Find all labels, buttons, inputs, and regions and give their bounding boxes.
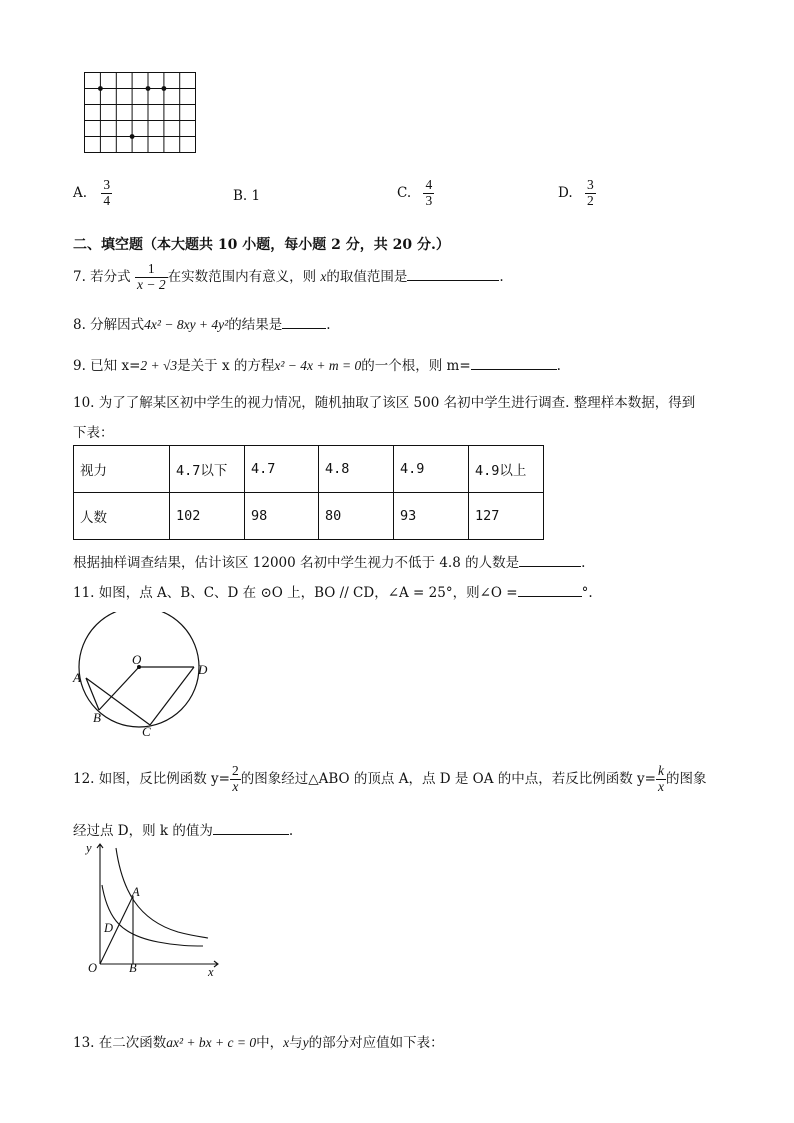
grid-point-3: [162, 86, 167, 91]
vision-table: [73, 445, 544, 540]
question-13: 13. 在二次函数ax² + bx + c = 0中，x与y的部分对应值如下表：: [73, 1035, 444, 1051]
question-8: 8. 分解因式4x² − 8xy + 4y²的结果是 .: [73, 317, 331, 333]
section-title: 二、填空题（本大题共 10 小题，每小题 2 分，共 20 分.）: [73, 237, 450, 253]
question-10-line1: 10. 为了了解某区初中学生的视力情况，随机抽取了该区 500 名初中学生进行调查. 整理样本数据，得到: [73, 395, 696, 411]
question-11: 11. 如图，点 A、B、C、D 在 ⊙O 上，BO // CD，∠A = 25°，则∠O = °.: [73, 585, 593, 601]
answer-blank[interactable]: [471, 357, 557, 370]
label-A: A: [132, 885, 140, 899]
answer-blank[interactable]: [282, 316, 326, 329]
question-7: 7. 若分式 $\frac{1}{x - 2}$ 在实数范围内有意义，则 x的取值范围是 .: [73, 261, 504, 292]
answer-blank[interactable]: [407, 268, 499, 281]
table-row: 人数 102 98 80 93 127: [74, 493, 544, 540]
table-row: 视力 4.7以下 4.7 4.8 4.9 4.9以上: [74, 446, 544, 493]
label-B: B: [93, 710, 101, 725]
question-9: 9. 已知 x=2 + √3是关于 x 的方程x² − 4x + m = 0的一个根，则 m= .: [73, 358, 561, 374]
question-10-line2: 下表：: [73, 425, 114, 441]
label-B: B: [129, 961, 137, 975]
option-b: B. 1: [233, 188, 261, 204]
grid-point-2: [146, 86, 151, 91]
option-a: A. $\frac{3}{4}$: [73, 177, 111, 208]
question-12-line2: 经过点 D，则 k 的值为 .: [73, 823, 294, 839]
label-A: A: [73, 670, 81, 685]
hyperbola-figure: [78, 840, 228, 980]
grid-figure: [84, 72, 198, 154]
label-D: D: [104, 921, 114, 935]
grid-point-1: [98, 86, 103, 91]
circle-figure: [66, 612, 226, 740]
question-10-after: 根据抽样调查结果，估计该区 12000 名初中学生视力不低于 4.8 的人数是 .: [73, 555, 586, 571]
answer-blank[interactable]: [518, 584, 582, 597]
label-O: O: [88, 961, 98, 975]
answer-blank[interactable]: [519, 554, 581, 567]
label-x: x: [208, 965, 214, 979]
question-12: 12. 如图，反比例函数 y= $\frac{2}{x}$ 的图象经过△ABO 的顶点 A，点 D 是 OA 的中点，若反比例函数 y= $\frac{k}{x}$ 的图象: [73, 763, 707, 794]
answer-blank[interactable]: [213, 822, 289, 835]
label-O: O: [132, 652, 142, 667]
option-c: C. $\frac{4}{3}$: [397, 177, 433, 208]
grid-point-4: [130, 134, 135, 139]
label-D: D: [198, 662, 208, 677]
label-C: C: [142, 724, 151, 739]
option-d: D. $\frac{3}{2}$: [558, 177, 594, 208]
label-y: y: [86, 841, 92, 855]
